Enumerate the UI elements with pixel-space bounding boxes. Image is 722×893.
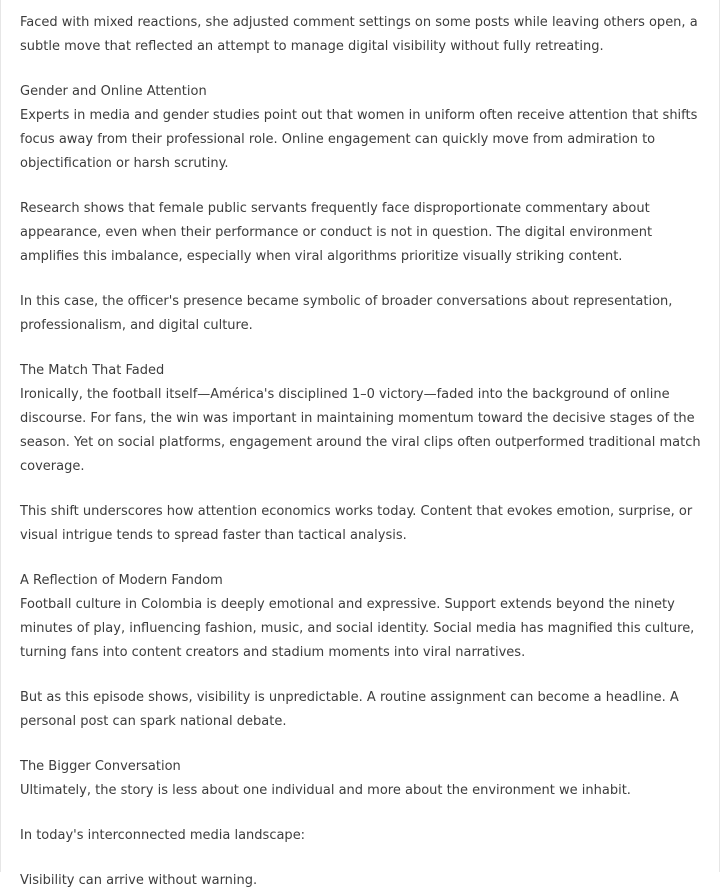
section-gender-online-attention [20,80,705,176]
paragraph: In today's interconnected media landscape: [20,828,306,843]
section-reflection-modern-fandom [20,569,705,665]
paragraph: In this case, the officer's presence became symbolic of broader conversations about representation, professionalism, and digital culture. [20,294,673,333]
paragraph: Ultimately, the story is less about one individual and more about the environment we inhabit. [20,783,631,798]
paragraph: Experts in media and gender studies point out that women in uniform often receive attention that shifts focus away from their professional role. Online engagement can quickly move from admiration to objectification or harsh scrutiny. [20,108,698,171]
paragraph: But as this episode shows, visibility is unpredictable. A routine assignment can become a headline. A personal post can spark national debate. [20,690,679,729]
section-heading: The Bigger Conversation [20,759,181,774]
section-heading: A Reflection of Modern Fandom [20,573,223,588]
paragraph: Ironically, the football itself—América's disciplined 1–0 victory—faded into the background of online discourse. For fans, the win was important in maintaining momentum toward the decisive stages of the season. Yet on social platforms, engagement around the viral clips often outperformed traditional match coverage. [20,387,701,474]
article-body [20,11,705,893]
paragraph: Visibility can arrive without warning. [20,873,258,888]
paragraph: This shift underscores how attention economics works today. Content that evokes emotion, surprise, or visual intrigue tends to spread faster than tactical analysis. [20,504,693,543]
section-heading: The Match That Faded [20,363,165,378]
section-bigger-conversation [20,755,705,803]
section-heading: Gender and Online Attention [20,84,207,99]
paragraph: Research shows that female public servants frequently face disproportionate commentary about appearance, even when their performance or conduct is not in question. The digital environment amplifies this imbalance, especially when viral algorithms prioritize visually striking content. [20,201,653,264]
paragraph-intro: Faced with mixed reactions, she adjusted comment settings on some posts while leaving others open, a subtle move that reflected an attempt to manage digital visibility without fully retreating. [20,15,698,54]
paragraph: Football culture in Colombia is deeply emotional and expressive. Support extends beyond the ninety minutes of play, influencing fashion, music, and social identity. Social media has magnified this culture, turning fans into content creators and stadium moments into viral narratives. [20,597,695,660]
section-match-that-faded [20,359,705,479]
